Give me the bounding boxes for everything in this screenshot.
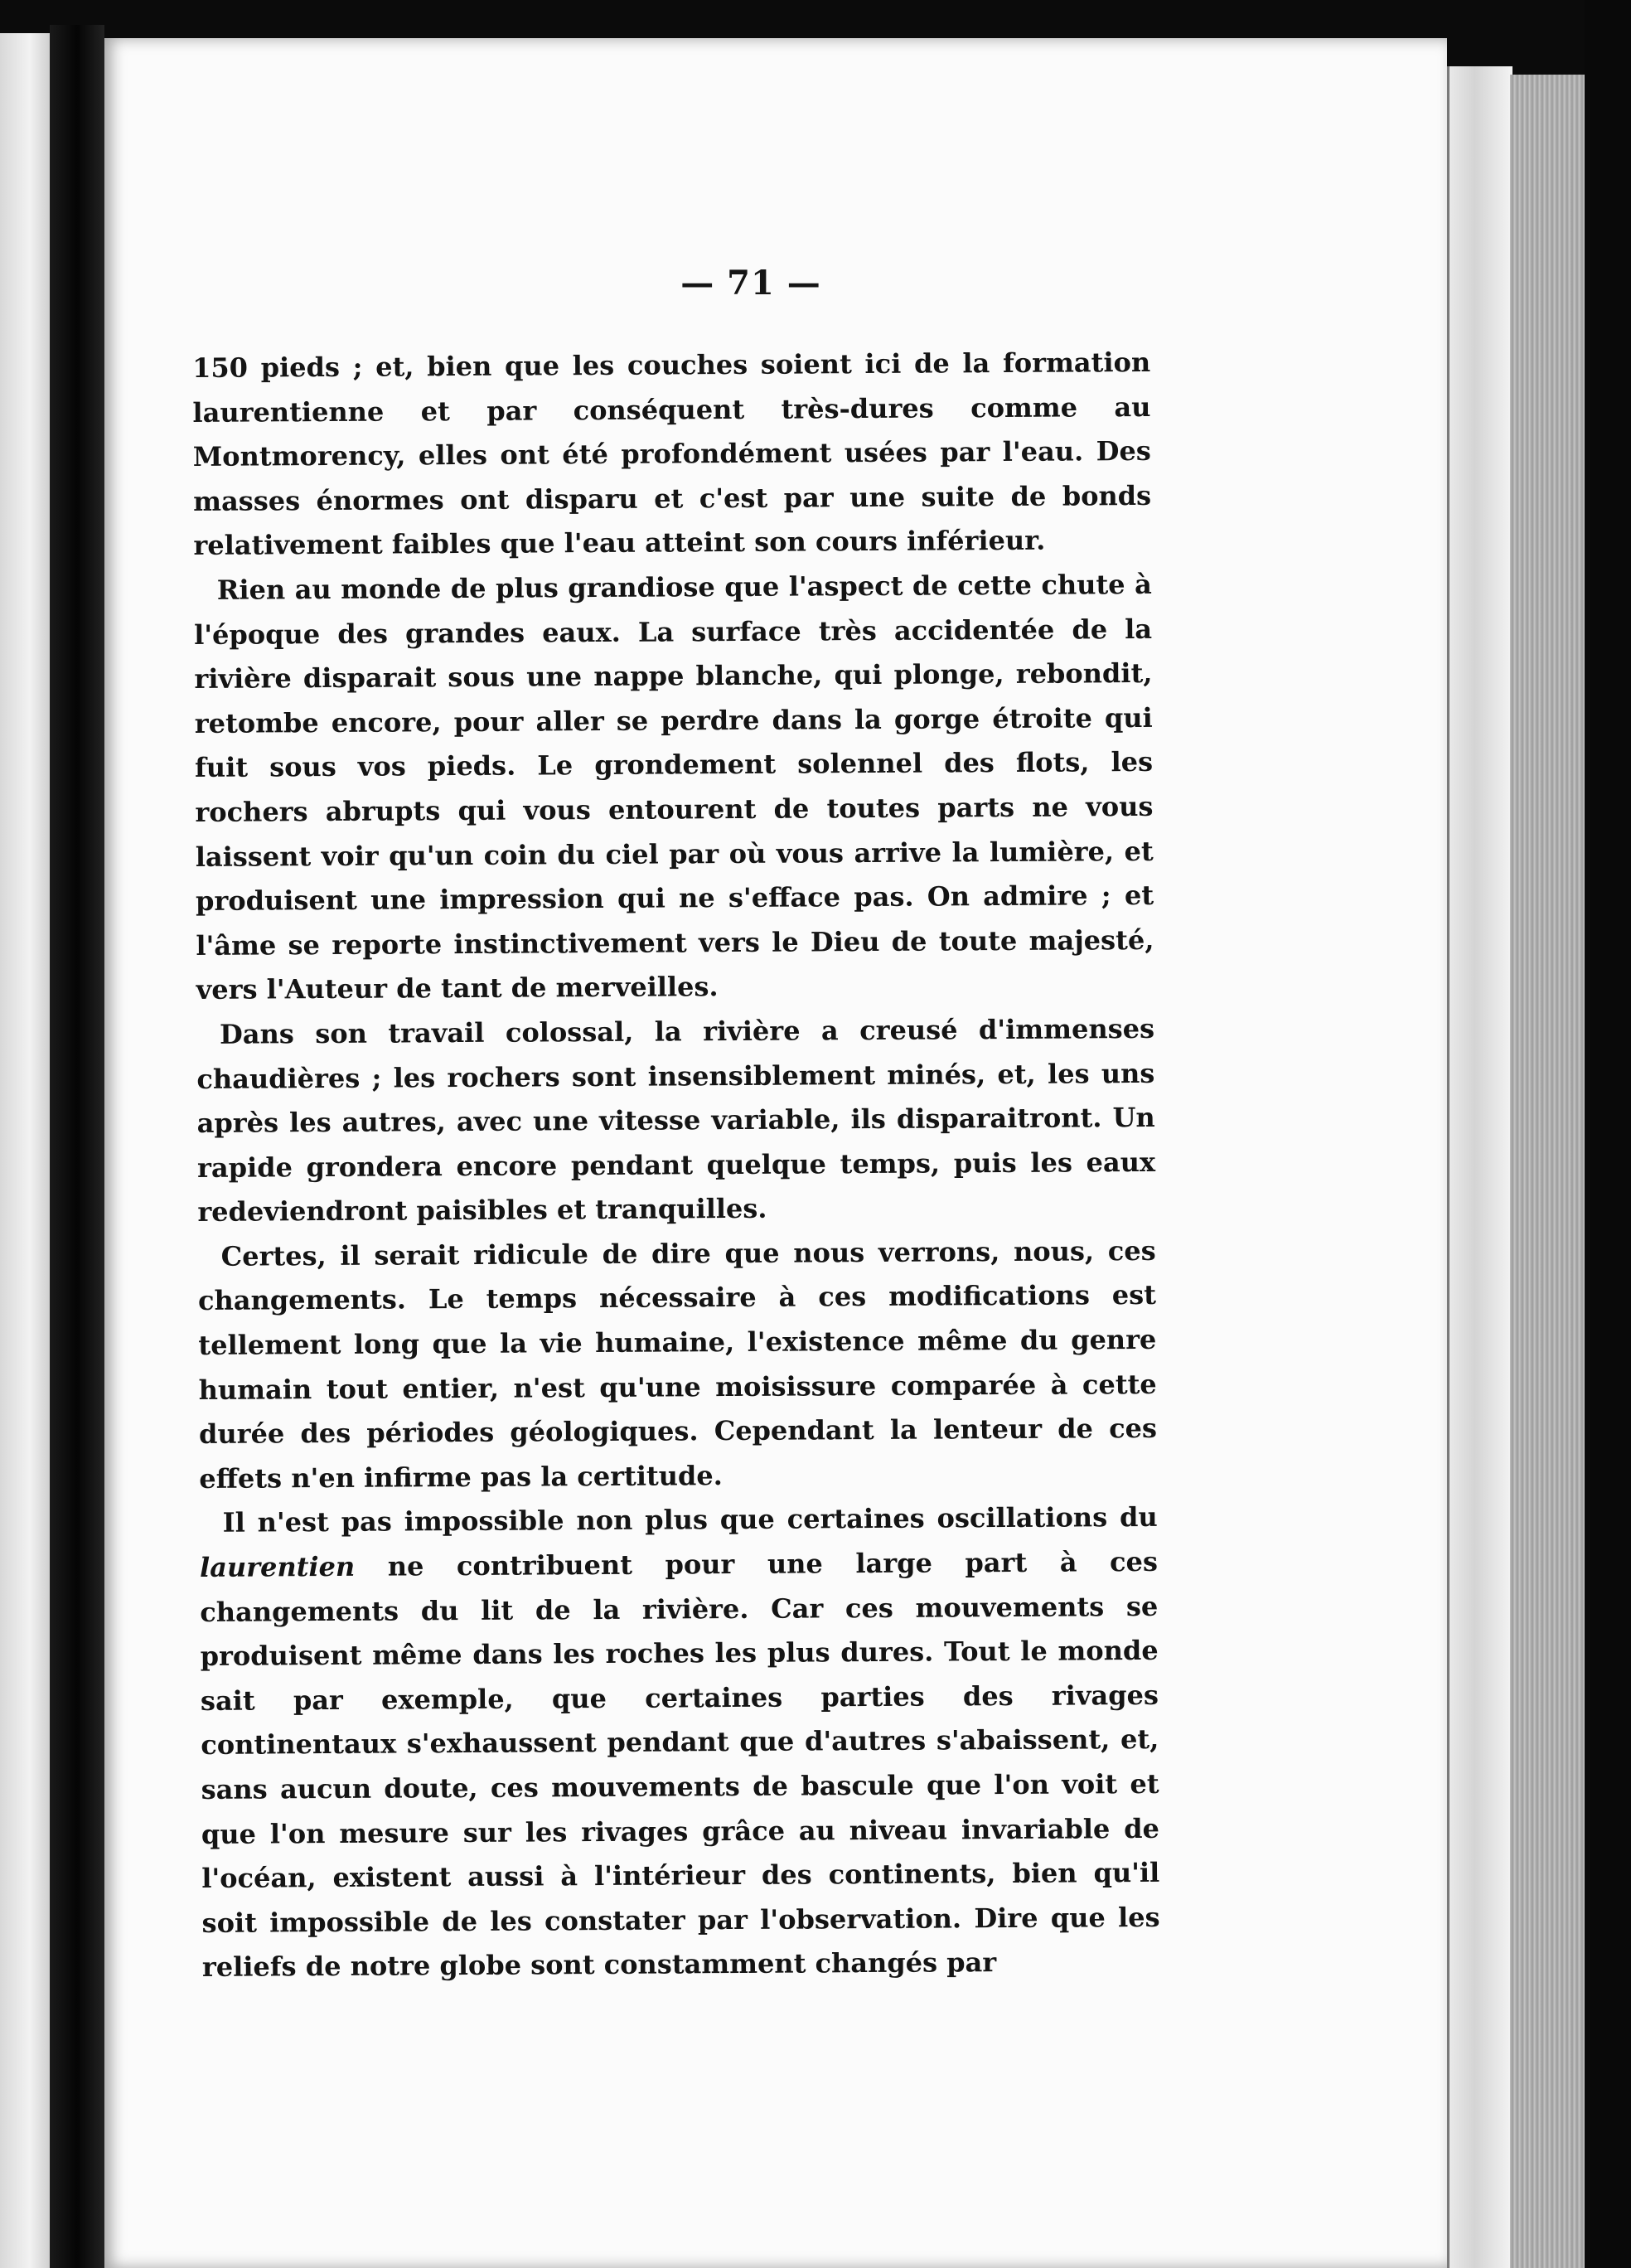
italic-term: laurentien xyxy=(199,1550,356,1584)
book-page xyxy=(104,38,1447,2268)
following-pages-edge xyxy=(1447,66,1512,2268)
page-body xyxy=(192,341,1160,1990)
previous-page-edge xyxy=(0,33,50,2268)
book-gutter xyxy=(50,25,104,2268)
page-number: — 71 — xyxy=(680,264,821,303)
scan-border xyxy=(1585,0,1631,2268)
paragraph-4: Certes, il serait ridicule de dire que nous verrons, nous, ces changements. Le temps nécessaire à ces modifications est tellement long que la vie humaine, l'existence même du genre humain tout entier, n'est qu'une moisissure comparée à cette durée des périodes géologiques. Cependant la lenteur de ces effets n'en infirme pas la certitude. xyxy=(197,1234,1158,1495)
paragraph-5 xyxy=(200,1495,1161,1990)
paragraph-5-part-1: Il n'est pas impossible non plus que certaines oscillations du xyxy=(222,1501,1158,1539)
page-stack-edge xyxy=(1510,75,1585,2268)
paragraph-5-part-2: ne contribuent pour une large part à ces changements du lit de la rivière. Car ces mouvements se produisent même dans les roches les plus dures. Tout le monde sait par exemple, que certaines parties des rivages continentaux s'exhaussent pendant que d'autres s'abaissent, et, sans aucun doute, ces mouvements de bascule que l'on voit et que l'on mesure sur les rivages grâce au niveau invariable de l'océan, existent aussi à l'intérieur des continents, bien qu'il soit impossible de les constater par l'observation. Dire que les reliefs de notre globe sont constamment changés par xyxy=(200,1545,1160,1984)
paragraph-1: 150 pieds ; et, bien que les couches soient ici de la formation laurentienne et par conséquent très-dures comme au Montmorency, elles ont été profondément usées par l'eau. Des masses énormes ont disparu et c'est par une suite de bonds relativement faibles que l'eau atteint son cours inférieur. xyxy=(192,346,1152,562)
paragraph-3: Dans son travail colossal, la rivière a creusé d'immenses chaudières ; les rochers sont insensiblement minés, et, les uns après les autres, avec une vitesse variable, ils disparaitront. Un rapide grondera encore pendant quelque temps, puis les eaux redeviendront paisibles et tranquilles. xyxy=(196,1012,1156,1228)
paragraph-2: Rien au monde de plus grandiose que l'aspect de cette chute à l'époque des grandes eaux. La surface très accidentée de la rivière disparait sous une nappe blanche, qui plonge, rebondit, retombe encore, pour aller se perdre dans la gorge étroite qui fuit sous vos pieds. Le grondement solennel des flots, les rochers abrupts qui vous entourent de toutes parts ne vous laissent voir qu'un coin du ciel par où vous arrive la lumière, et produisent une impression qui ne s'efface pas. On admire ; et l'âme se reporte instinctivement vers le Dieu de toute majesté, vers l'Auteur de tant de merveilles. xyxy=(194,568,1154,1006)
